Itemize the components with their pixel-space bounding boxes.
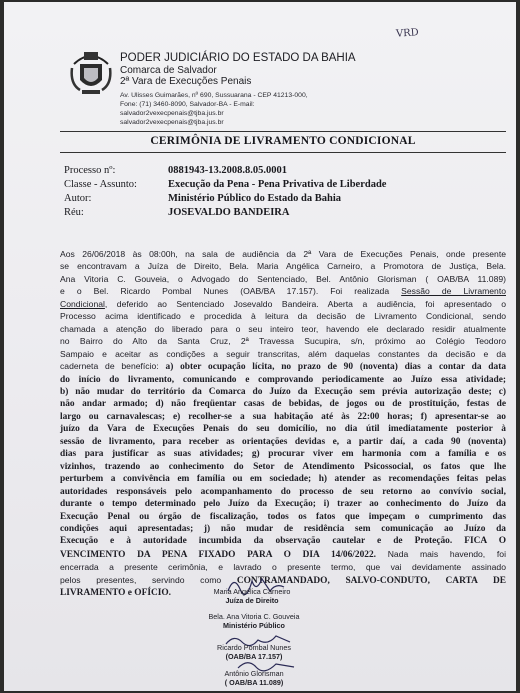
text-line: condições aqui apresentadas; j) não mudar de residência sem comunicação ao Juízo da [60,523,506,534]
text-line: e o Bel. Ricardo Pombal Nunes (OAB/BA 17.157). Foi realizada Sessão de Livramento [60,286,506,297]
signer-name: Bela. Ana Vitoria C. Gouveia [208,612,300,621]
text-line: vizinhos, trazendo ao conhecimento do Setor de Atendimento Psicossocial, os fatos que lhe [60,461,506,472]
title-rule-top [60,131,506,132]
institution-name: PODER JUDICIÁRIO DO ESTADO DA BAHIA [120,52,356,64]
text-line: se encontravam a Juíza de Direito, Bela. Maria Angélica Carneiro, a Promotora de Justiça, Bela. [60,261,506,272]
comarca-name: Comarca de Salvador [120,65,217,76]
text-line: pelos presentes, servindo como CONTRAMANDADO, SALVO-CONDUTO, CARTA DE [60,574,506,586]
title-rule-bottom [60,152,506,153]
address-line: Fone: (71) 3460-8090, Salvador-BA - E-mail: [120,101,255,108]
text-line: juízo da Vara de Execuções Penais do seu domicílio, no dia útil imediatamente posterior à [60,424,506,435]
signer-name: Ricardo Pombal Nunes [217,643,291,652]
signer-name: Antônio Glorisman [224,669,284,678]
text-line: Sampaio e aceitar as condições a seguir transcritas, além daquelas constantes da decisão e da [60,348,506,359]
text-line: Processo acima identificado e procedida à leitura da decisão de Livramento Condicional, sendo [60,311,506,322]
document-page [4,2,516,691]
text-line: sessão de livramento, para receber as orientações devidas e, a partir daí, a cada 90 (noventa) [60,436,506,447]
certificate-title: CERIMÔNIA DE LIVRAMENTO CONDICIONAL [150,135,416,147]
address-line: salvador2vexecpenais@tjba.jus.br [120,110,224,117]
vara-name: 2ª Vara de Execuções Penais [120,76,252,87]
text-line: perturbem a convivência em família ou em sociedade; h) atender as recomendações feitas pelas [60,474,506,485]
field-value: JOSEVALDO BANDEIRA [168,207,290,218]
text-line: durante o tempo determinado pelo Juízo da Execução; i) trazer ao conhecimento do Juízo da [60,499,506,510]
ceremony-text [60,248,506,600]
field-label: Classe - Assunto: [64,179,137,190]
signer-role: Ministério Público [223,621,285,630]
underlined-session-text: Sessão de Livramento [401,286,506,297]
signature-prosecutor [194,612,314,630]
field-label: Processo nº: [64,165,116,176]
signer-name: Maria Angélica Carneiro [213,587,291,596]
field-value: 0881943-13.2008.8.05.0001 [168,165,287,176]
handwritten-note: VRD [395,27,420,40]
signature-judge [200,587,304,605]
underlined-session-text: Condicional [60,298,105,309]
text-line: autoridades responsáveis pelo acompanhamento do processo de seu retorno ao convívio social, [60,486,506,497]
text-line: VENCIMENTO DA PENA FIXADO PARA O DIA 14/06/2022. Nada mais havendo, foi [60,548,506,560]
text-line: Condicional, deferido ao Sentenciado Josevaldo Bandeira. Aberta a audiência, foi apresentado o [60,298,506,309]
field-value: Ministério Público do Estado da Bahia [168,193,341,204]
field-label: Réu: [64,207,84,218]
text-line: largo ou carnavalescas; e) recolher-se a sua habitação até às 22:00 horas; f) apresentar-se ao [60,411,506,422]
address-line: Av. Ulisses Guimarães, nº 690, Sussuarana - CEP 41213-000, [120,92,308,99]
text-line: do início do livramento, comunicando e comprovando periodicamente ao Juízo essa atividade; [60,374,506,385]
text-line: no Bairro do Alto da Santa Cruz, 2ª Travessa Sucupira, s/n, próximo ao Colégio Teodoro [60,336,506,347]
text-line: Execução e à autoridade incumbida da observação cautelar e de Proteção. FICA O [60,536,506,547]
signature-lawyer-ricardo [204,643,304,661]
signer-role: Juíza de Direito [225,596,279,605]
text-line: caderneta de benefício: a) obter ocupação lícita, no prazo de 90 (noventa) dias a contar da data [60,361,507,373]
field-value: Execução da Pena - Pena Privativa de Liberdade [168,179,387,190]
bahia-coat-of-arms-icon [70,46,112,96]
address-block [120,91,430,127]
text-line: LIVRAMENTO e OFÍCIO. [60,588,172,599]
text-line: Execução Penal ou órgão de fiscalização, todos os fatos que impeçam o cumprimento das [60,511,506,522]
text-line: dias para justificar as suas atividades; g) procurar viver em harmonia com a família e os [60,449,506,460]
text-line: b) não mudar do território da Comarca do Juízo da Execução sem prévia autorização deste; c) [60,386,506,397]
text-line: chamada a atenção do liberado para o seu inteiro teor, havendo ele declarado residir atualmente [60,323,506,334]
address-line: salvador2vexecpenais@tjba.jus.br [120,119,224,126]
text-line: Aos 26/06/2018 às 08:00h, na sala de audiência da 2ª Vara de Execuções Penais, onde presente [60,249,506,259]
field-label: Autor: [64,193,92,204]
signature-lawyer-antonio [204,669,304,687]
text-line: encerrada a presente cerimônia, e lavrado o presente termo, que vai devidamente assinado [60,562,506,573]
text-line: não andar armado; d) não freqüentar casas de bebidas, de jogos ou de prostituição, festas de [60,399,506,410]
text-line: Ana Vitoria C. Gouveia, o Advogado do Sentenciado, Bel. Antônio Glorisman ( OAB/BA 11.089) [60,273,506,284]
signer-role: (OAB/BA 17.157) [225,652,283,661]
signer-role: ( OAB/BA 11.089) [224,678,284,687]
